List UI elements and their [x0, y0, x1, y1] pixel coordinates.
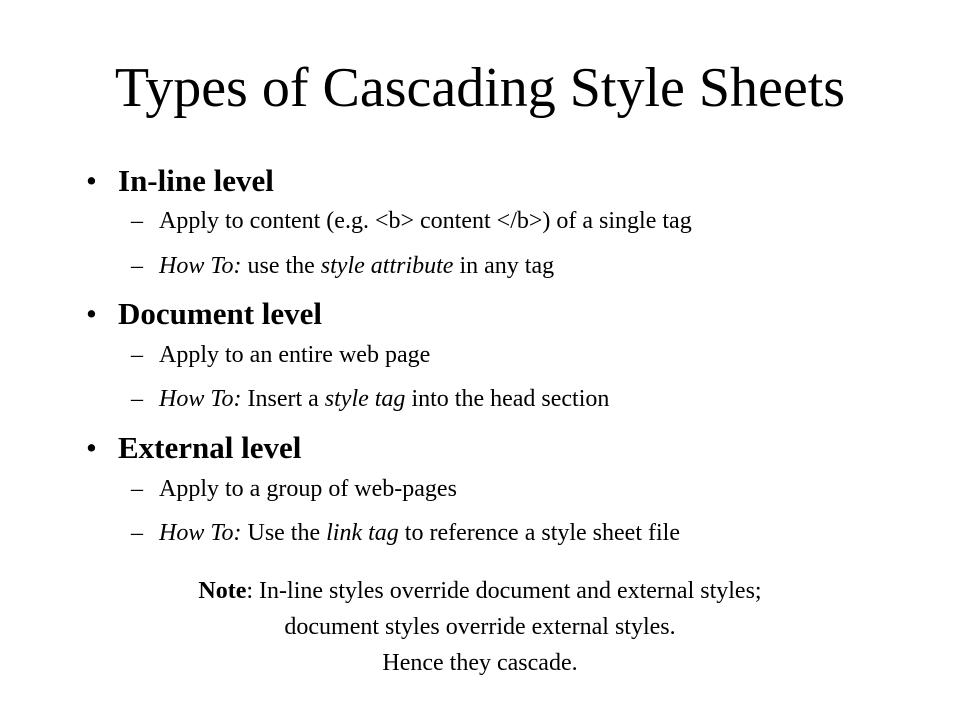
inline-apply-item: [131, 207, 692, 236]
level-heading: External level: [118, 430, 302, 465]
bullet-icon: •: [86, 430, 97, 465]
level-heading: Document level: [118, 296, 323, 331]
apply-text: Apply to an entire web page: [159, 342, 431, 368]
note-block: [0, 573, 960, 681]
howto-text: into the head section: [405, 386, 610, 412]
document-howto-item: [131, 385, 609, 414]
apply-text: Apply to content (e.g. <b> content </b>) of a single tag: [159, 208, 692, 234]
slide-title: Types of Cascading Style Sheets: [114, 57, 846, 119]
external-howto-item: [131, 519, 680, 548]
howto-emphasis: style attribute: [320, 253, 454, 279]
howto-label: How To:: [159, 386, 242, 412]
bullet-icon: •: [86, 296, 97, 331]
howto-text: in any tag: [453, 253, 555, 279]
document-apply-item: [131, 341, 430, 370]
note-text: : In-line styles override document and external styles;: [246, 578, 762, 604]
bullet-inline-level: [86, 162, 274, 199]
howto-emphasis: style tag: [324, 386, 406, 412]
howto-label: How To:: [159, 520, 242, 546]
dash-icon: –: [131, 342, 143, 368]
note-label: Note: [198, 578, 247, 604]
dash-icon: –: [131, 386, 143, 412]
dash-icon: –: [131, 520, 143, 546]
dash-icon: –: [131, 208, 143, 234]
howto-text: Insert a: [241, 386, 325, 412]
howto-label: How To:: [159, 253, 242, 279]
bullet-external-level: [86, 429, 301, 466]
dash-icon: –: [131, 253, 143, 279]
note-line-3: Hence they cascade.: [382, 650, 578, 676]
bullet-document-level: [86, 295, 322, 332]
note-line-2: document styles override external styles.: [284, 614, 676, 640]
howto-text: to reference a style sheet file: [398, 520, 680, 546]
bullet-icon: •: [86, 163, 97, 198]
inline-howto-item: [131, 252, 554, 281]
level-heading: In-line level: [118, 163, 274, 198]
dash-icon: –: [131, 476, 143, 502]
note-line-1: [0, 573, 960, 609]
external-apply-item: [131, 475, 457, 504]
howto-emphasis: link tag: [326, 520, 399, 546]
howto-text: Use the: [241, 520, 327, 546]
howto-text: use the: [241, 253, 321, 279]
apply-text: Apply to a group of web-pages: [159, 476, 457, 502]
